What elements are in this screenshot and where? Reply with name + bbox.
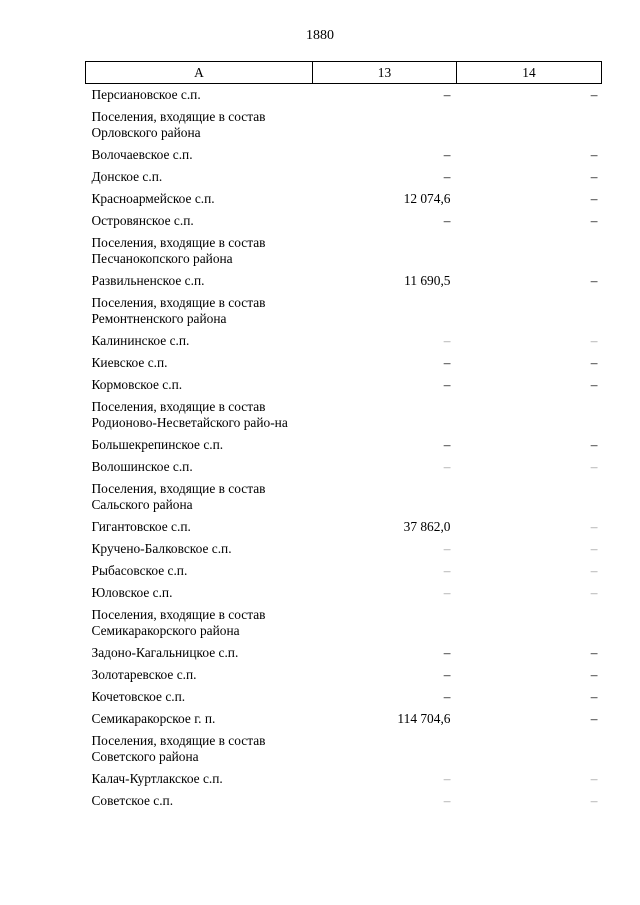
value-col-13: 12 074,6 [403, 191, 451, 206]
value-col-13-cell [313, 330, 457, 352]
value-col-13-cell [313, 188, 457, 210]
value-col-13: – [443, 541, 451, 556]
value-col-14-cell [457, 292, 602, 330]
table-row [86, 374, 602, 396]
table-row [86, 560, 602, 582]
settlement-name: Донское с.п. [91, 169, 163, 184]
value-col-14-cell [457, 456, 602, 478]
value-col-14: – [590, 585, 598, 600]
table-row [86, 642, 602, 664]
value-col-13: – [443, 355, 451, 370]
value-col-14-cell [457, 84, 602, 107]
table-row [86, 516, 602, 538]
settlement-name: Киевское с.п. [91, 355, 168, 370]
budget-table-wrapper [85, 61, 601, 812]
value-col-13-cell [313, 642, 457, 664]
settlement-name: Персиановское с.п. [91, 87, 201, 102]
value-col-14-cell [457, 144, 602, 166]
value-col-13-cell [313, 210, 457, 232]
value-col-13-cell [313, 166, 457, 188]
table-row [86, 166, 602, 188]
table-row [86, 768, 602, 790]
value-col-13-cell [313, 84, 457, 107]
value-col-13-cell [313, 538, 457, 560]
value-col-14-cell [457, 560, 602, 582]
value-col-13-cell [313, 352, 457, 374]
value-col-14-cell [457, 352, 602, 374]
value-col-14-cell [457, 330, 602, 352]
value-col-14-cell [457, 478, 602, 516]
table-group-heading-row [86, 232, 602, 270]
settlement-name: Калининское с.п. [91, 333, 190, 348]
value-col-14: – [590, 355, 598, 370]
column-header-a: А [86, 62, 313, 84]
value-col-13-cell [313, 664, 457, 686]
value-col-14-cell [457, 642, 602, 664]
table-body [86, 84, 602, 813]
table-group-heading-row [86, 396, 602, 434]
settlement-name: Большекрепинское с.п. [91, 437, 224, 452]
value-col-14-cell [457, 664, 602, 686]
table-row [86, 144, 602, 166]
value-col-13-cell [313, 768, 457, 790]
settlement-name: Островянское с.п. [91, 213, 194, 228]
table-group-heading-row [86, 730, 602, 768]
value-col-14-cell [457, 434, 602, 456]
value-col-14: – [590, 645, 598, 660]
value-col-13-cell [313, 730, 457, 768]
value-col-13-cell [313, 270, 457, 292]
value-col-13-cell [313, 604, 457, 642]
settlement-name: Калач-Куртлакское с.п. [91, 771, 223, 786]
value-col-13-cell [313, 478, 457, 516]
table-row [86, 330, 602, 352]
table-group-heading-row [86, 106, 602, 144]
value-col-14: – [590, 667, 598, 682]
settlement-name: Гигантовское с.п. [91, 519, 191, 534]
value-col-14-cell [457, 106, 602, 144]
value-col-14: – [590, 213, 598, 228]
value-col-13: – [443, 793, 451, 808]
value-col-14-cell [457, 374, 602, 396]
table-group-heading-row [86, 604, 602, 642]
group-heading-label: Поселения, входящие в состав Советского района [91, 733, 266, 764]
value-col-13: – [443, 377, 451, 392]
value-col-13: 114 704,6 [397, 711, 451, 726]
table-header-row [86, 62, 602, 84]
value-col-14: – [590, 169, 598, 184]
group-heading-label: Поселения, входящие в состав Орловского района [91, 109, 266, 140]
value-col-13-cell [313, 560, 457, 582]
settlement-name: Волошинское с.п. [91, 459, 193, 474]
value-col-14-cell [457, 210, 602, 232]
settlement-name: Красноармейское с.п. [91, 191, 215, 206]
value-col-14: – [590, 519, 598, 534]
settlement-name: Юловское с.п. [91, 585, 173, 600]
table-row [86, 664, 602, 686]
settlement-name: Семикаракорское г. п. [91, 711, 216, 726]
value-col-13-cell [313, 790, 457, 812]
group-heading-label: Поселения, входящие в состав Песчанокопского района [91, 235, 266, 266]
value-col-14-cell [457, 188, 602, 210]
value-col-14-cell [457, 768, 602, 790]
value-col-14-cell [457, 270, 602, 292]
settlement-name: Кормовское с.п. [91, 377, 183, 392]
value-col-13-cell [313, 292, 457, 330]
page-number: 1880 [306, 28, 334, 43]
value-col-13-cell [313, 396, 457, 434]
table-row [86, 210, 602, 232]
table-row [86, 188, 602, 210]
value-col-13: – [443, 563, 451, 578]
value-col-13-cell [313, 516, 457, 538]
value-col-13: 37 862,0 [403, 519, 451, 534]
value-col-14: – [590, 563, 598, 578]
value-col-14: – [590, 377, 598, 392]
column-header-14: 14 [457, 62, 602, 84]
column-header-13: 13 [313, 62, 457, 84]
value-col-13-cell [313, 582, 457, 604]
group-heading-label: Поселения, входящие в состав Ремонтненского района [91, 295, 266, 326]
value-col-13: – [443, 169, 451, 184]
value-col-14: – [590, 541, 598, 556]
value-col-14: – [590, 437, 598, 452]
table-row [86, 538, 602, 560]
value-col-13-cell [313, 456, 457, 478]
group-heading-label: Поселения, входящие в состав Семикаракорского района [91, 607, 266, 638]
value-col-14-cell [457, 582, 602, 604]
value-col-13-cell [313, 144, 457, 166]
value-col-13: – [443, 771, 451, 786]
value-col-14-cell [457, 708, 602, 730]
value-col-14-cell [457, 790, 602, 812]
value-col-13: – [443, 147, 451, 162]
table-row [86, 434, 602, 456]
table-group-heading-row [86, 478, 602, 516]
settlement-name: Золотаревское с.п. [91, 667, 197, 682]
value-col-13-cell [313, 686, 457, 708]
value-col-14-cell [457, 232, 602, 270]
settlement-name: Кочетовское с.п. [91, 689, 186, 704]
value-col-13: – [443, 213, 451, 228]
value-col-14: – [590, 793, 598, 808]
value-col-14: – [590, 191, 598, 206]
table-row [86, 790, 602, 812]
value-col-13: – [443, 585, 451, 600]
value-col-13: – [443, 667, 451, 682]
settlement-name: Развильненское с.п. [91, 273, 205, 288]
table-row [86, 84, 602, 107]
table-row [86, 686, 602, 708]
value-col-14-cell [457, 604, 602, 642]
settlement-name: Советское с.п. [91, 793, 174, 808]
value-col-14-cell [457, 166, 602, 188]
value-col-14-cell [457, 686, 602, 708]
value-col-13: 11 690,5 [404, 273, 451, 288]
value-col-13-cell [313, 232, 457, 270]
settlement-name: Кручено-Балковское с.п. [91, 541, 232, 556]
value-col-13: – [443, 87, 451, 102]
settlement-name: Рыбасовское с.п. [91, 563, 188, 578]
value-col-14: – [590, 689, 598, 704]
value-col-14-cell [457, 516, 602, 538]
value-col-13-cell [313, 434, 457, 456]
value-col-13-cell [313, 106, 457, 144]
value-col-14-cell [457, 730, 602, 768]
value-col-13: – [443, 333, 451, 348]
value-col-14-cell [457, 538, 602, 560]
value-col-14: – [590, 771, 598, 786]
value-col-13-cell [313, 708, 457, 730]
value-col-14: – [590, 711, 598, 726]
table-group-heading-row [86, 292, 602, 330]
value-col-14: – [590, 333, 598, 348]
group-heading-label: Поселения, входящие в состав Сальского района [91, 481, 266, 512]
table-row [86, 456, 602, 478]
value-col-14: – [590, 459, 598, 474]
value-col-13-cell [313, 374, 457, 396]
table-row [86, 708, 602, 730]
settlement-name: Волочаевское с.п. [91, 147, 193, 162]
value-col-13: – [443, 437, 451, 452]
value-col-14: – [590, 273, 598, 288]
settlement-name: Задоно-Кагальницкое с.п. [91, 645, 239, 660]
table-row [86, 582, 602, 604]
group-heading-label: Поселения, входящие в состав Родионово-Несветайского райо-на [91, 399, 288, 430]
value-col-14: – [590, 87, 598, 102]
value-col-13: – [443, 645, 451, 660]
value-col-13: – [443, 459, 451, 474]
budget-table [85, 61, 602, 812]
value-col-13: – [443, 689, 451, 704]
value-col-14: – [590, 147, 598, 162]
table-row [86, 270, 602, 292]
table-row [86, 352, 602, 374]
value-col-14-cell [457, 396, 602, 434]
